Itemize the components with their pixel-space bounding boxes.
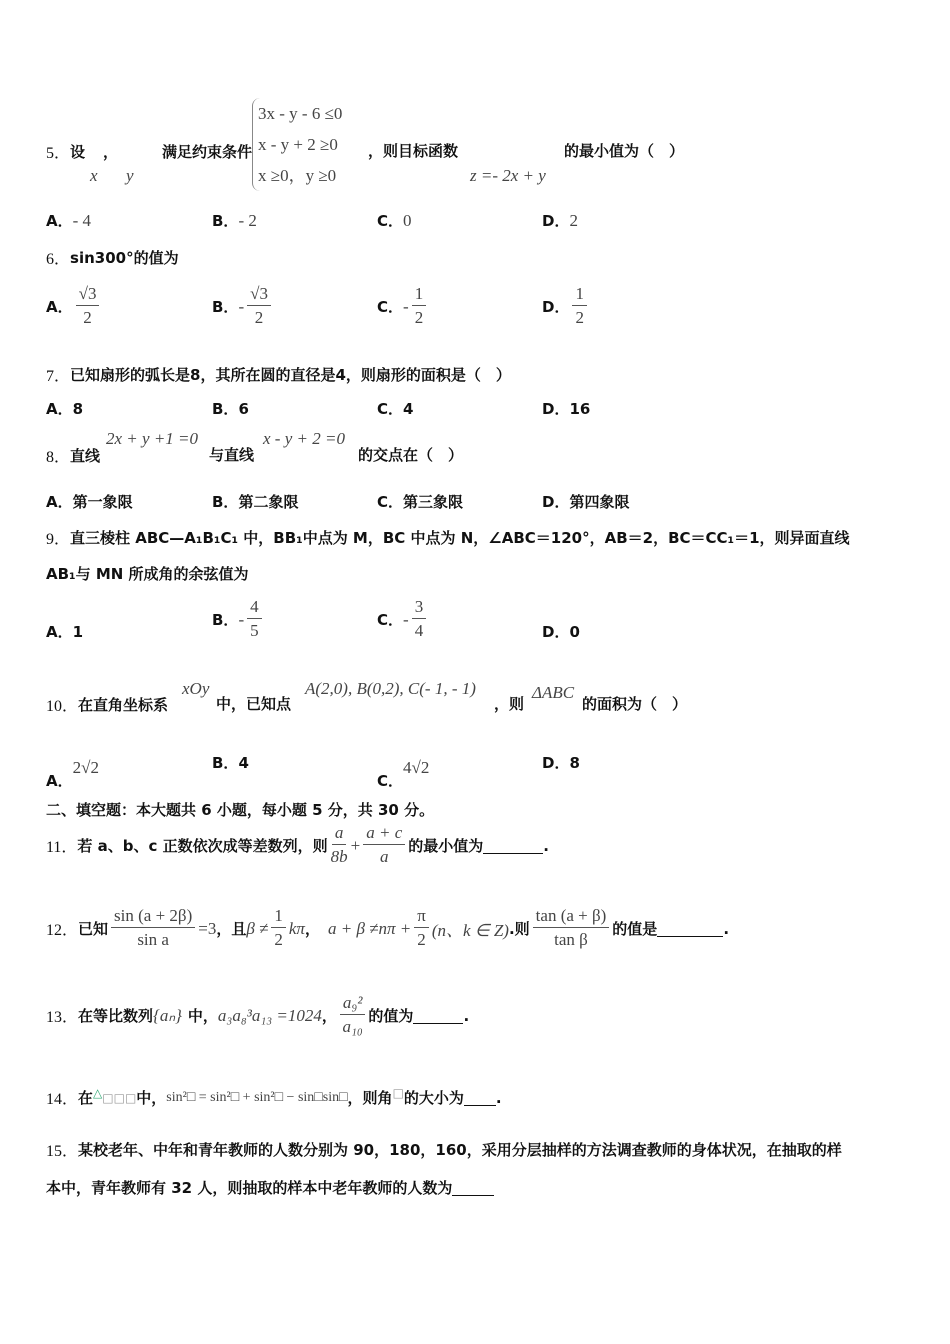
option-value: 4: [238, 753, 249, 772]
q12-text: ，且: [216, 920, 247, 938]
q7-line: [46, 363, 511, 386]
q10-number: 10．: [46, 698, 79, 715]
q13-line: [46, 992, 469, 1039]
q8-line: [46, 444, 100, 467]
answer-blank[interactable]: [452, 1179, 494, 1196]
sign: -: [238, 609, 245, 629]
q15-line2: [46, 1177, 494, 1198]
denominator: 2: [254, 308, 264, 327]
option-value: - 2: [238, 210, 257, 230]
option-value: 第三象限: [403, 493, 464, 511]
option-label: D．: [542, 623, 570, 641]
math: kπ: [288, 918, 305, 938]
q5-option-d: [542, 210, 578, 231]
q9-number: 9．: [46, 531, 71, 548]
option-value: 0: [569, 622, 580, 641]
q8-option-c: [377, 491, 463, 512]
q6-option-c: [377, 283, 429, 330]
option-label: A．: [46, 212, 73, 230]
answer-blank[interactable]: [657, 920, 723, 937]
q8-text: 与直线: [209, 446, 255, 464]
q10-option-a: [46, 744, 99, 791]
q12-text: .则: [508, 920, 530, 938]
numerator: a + c: [363, 822, 405, 845]
option-value: 4√2: [403, 757, 430, 777]
option-label: C．: [377, 400, 404, 418]
period: .: [463, 1006, 470, 1025]
denominator: 2: [575, 308, 584, 327]
denominator: 8b: [330, 847, 348, 866]
option-label: A．: [46, 493, 73, 511]
denominator: 2: [417, 930, 426, 949]
q14-number: 14．: [46, 1091, 79, 1108]
denominator: 4: [414, 621, 424, 640]
sign: -: [403, 296, 409, 316]
denominator: a: [379, 847, 389, 866]
q5-option-b: [212, 210, 257, 231]
q12-text: 的值是: [612, 920, 658, 938]
q8-text: 直线: [70, 447, 101, 465]
q10-points: A(2,0), B(0,2), C(- 1, - 1): [305, 679, 476, 698]
q11-text: 的最小值为: [408, 837, 484, 855]
missing-glyphs: □□□: [102, 1090, 137, 1105]
option-value: 1: [72, 622, 84, 641]
q5-number: 5．: [46, 145, 71, 162]
period: .: [723, 919, 730, 938]
q5-text: 满足约束条件: [162, 143, 253, 161]
q13-number: 13．: [46, 1009, 79, 1026]
q9-line1: [46, 526, 850, 549]
q7-option-a: [46, 398, 83, 419]
q8-option-d: [542, 491, 629, 512]
q5-text: 的最小值为（ ）: [564, 142, 685, 160]
denominator: 2: [274, 930, 283, 949]
q9-text: AB₁与 MN 所成角的余弦值为: [46, 565, 249, 583]
q10-triangle: ΔABC: [532, 683, 575, 702]
q8-option-a: [46, 491, 133, 512]
option-label: C．: [377, 611, 404, 629]
q6-option-b: [212, 283, 274, 330]
answer-blank[interactable]: [483, 837, 543, 854]
q9-line2: [46, 563, 249, 584]
q15-text: 某校老年、中年和青年教师的人数分别为 90，180，160，采用分层抽样的方法调查教师的身体状况，在抽取的样: [78, 1141, 842, 1159]
q11-number: 11．: [46, 839, 78, 856]
fraction: [340, 992, 366, 1039]
q5-text: ，: [103, 143, 119, 161]
q13-text: ，: [321, 1007, 337, 1025]
q9-option-c: [377, 596, 429, 643]
q12-text: ，: [304, 920, 320, 938]
q5-constraint-system: [252, 98, 342, 191]
option-label: B．: [212, 754, 239, 772]
fraction: [76, 283, 100, 330]
numerator: tan (a + β): [533, 905, 610, 928]
math: (n、k ∈ Z): [431, 921, 509, 940]
option-label: B．: [212, 611, 239, 629]
condition: sin²□ = sin²□ + sin²□ − sin□sin□: [166, 1089, 348, 1105]
option-label: B．: [212, 493, 239, 511]
q15-text: 本中，青年教师有 32 人，则抽取的样本中老年教师的人数为: [46, 1179, 453, 1197]
plus-sign: +: [350, 835, 361, 855]
numerator: 1: [572, 283, 587, 306]
option-label: A．: [46, 623, 73, 641]
q10-text: 在直角坐标系: [78, 696, 169, 714]
sign: -: [238, 296, 245, 316]
option-value: 16: [569, 399, 591, 418]
option-value: 第二象限: [238, 493, 299, 511]
option-value: 第四象限: [569, 493, 630, 511]
fraction: [572, 283, 587, 330]
fraction: [247, 596, 262, 643]
q5-var-x: x: [90, 166, 98, 185]
option-label: B．: [212, 400, 239, 418]
constraint: x ≥0，y ≥0: [258, 166, 337, 185]
numerator: 4: [247, 596, 262, 619]
q7-number: 7．: [46, 368, 71, 385]
denominator: a₁₀: [342, 1017, 363, 1036]
numerator: 1: [412, 283, 427, 306]
option-label: A．: [46, 772, 73, 790]
q14-line: [46, 1086, 502, 1109]
option-label: D．: [542, 493, 570, 511]
condition: a₃a₈³a₁₃ =1024: [217, 1005, 322, 1025]
q10-option-d: [542, 752, 580, 773]
q14-text: 的大小为: [403, 1089, 464, 1107]
option-value: 4: [403, 399, 414, 418]
q9-option-a: [46, 621, 83, 642]
option-value: 第一象限: [72, 493, 133, 511]
q10-text: ，则: [494, 695, 525, 713]
option-label: A．: [46, 400, 73, 418]
fraction: [363, 822, 405, 869]
q9-option-b: [212, 596, 265, 643]
q5-text: 设: [70, 143, 86, 161]
option-label: D．: [542, 212, 570, 230]
q10-line: [46, 693, 168, 716]
option-value: - 4: [72, 210, 92, 230]
q6-option-a: [46, 283, 102, 330]
option-value: 8: [569, 753, 580, 772]
numerator: 1: [271, 905, 286, 928]
q12-number: 12．: [46, 922, 79, 939]
option-label: D．: [542, 298, 570, 316]
denominator: 2: [414, 308, 424, 327]
denominator: sin a: [137, 930, 169, 949]
q7-option-c: [377, 398, 413, 419]
fraction: [412, 283, 427, 330]
q11-text: 若 a、b、c 正数依次成等差数列，则: [77, 837, 328, 855]
q5-var-y: y: [126, 166, 134, 185]
q5-option-c: [377, 210, 412, 231]
option-label: C．: [377, 772, 404, 790]
fraction: [331, 822, 348, 869]
q8-text: 的交点在（ ）: [358, 446, 464, 464]
q9-option-d: [542, 621, 580, 642]
q10-coord-system: xOy: [182, 679, 210, 698]
q8-line1-equation: 2x + y +1 =0: [106, 429, 199, 448]
option-value: 2√2: [72, 757, 99, 777]
denominator: 5: [250, 621, 259, 640]
q13-text: 在等比数列: [78, 1007, 154, 1025]
q13-text: 的值为: [368, 1007, 414, 1025]
q12-line: [46, 905, 729, 952]
fraction: [414, 905, 429, 952]
period: .: [495, 1088, 502, 1107]
option-value: 8: [72, 399, 84, 418]
option-value: 0: [403, 210, 412, 230]
math: a + β ≠nπ +: [327, 918, 412, 938]
q12-text: 已知: [78, 920, 109, 938]
q10-text: 中，已知点: [216, 695, 292, 713]
q10-text: 的面积为（ ）: [582, 695, 688, 713]
numerator: π: [414, 905, 429, 928]
q6-line: [46, 246, 179, 269]
q8-option-b: [212, 491, 298, 512]
option-label: C．: [377, 298, 404, 316]
option-value: 2: [569, 210, 578, 230]
option-label: B．: [212, 298, 239, 316]
denominator: tan β: [554, 930, 588, 949]
fraction: [533, 905, 610, 952]
option-label: D．: [542, 400, 570, 418]
q6-option-d: [542, 283, 590, 330]
period: .: [543, 836, 549, 855]
q5-objective: z =- 2x + y: [470, 166, 546, 185]
numerator: a: [332, 822, 347, 845]
option-label: B．: [212, 212, 239, 230]
missing-glyph: □: [392, 1086, 404, 1100]
fraction: [412, 596, 427, 643]
section-title: 二、填空题：本大题共 6 小题，每小题 5 分，共 30 分。: [46, 801, 435, 819]
q6-text: sin300°的值为: [70, 249, 179, 267]
numerator: a₉²: [340, 992, 366, 1015]
q14-text: 在: [78, 1089, 94, 1107]
constraint: x - y + 2 ≥0: [258, 135, 338, 154]
q6-number: 6．: [46, 251, 71, 268]
q7-option-d: [542, 398, 590, 419]
q14-text: 中，: [136, 1089, 167, 1107]
numerator: sin (a + 2β): [111, 905, 195, 928]
sign: -: [403, 609, 409, 629]
q5-option-a: [46, 210, 91, 231]
q8-number: 8．: [46, 449, 71, 466]
option-label: C．: [377, 212, 404, 230]
q7-option-b: [212, 398, 249, 419]
math: β ≠: [246, 918, 269, 938]
section-heading: [46, 799, 434, 820]
sequence: {aₙ}: [153, 1005, 182, 1025]
answer-blank[interactable]: [464, 1089, 496, 1106]
q10-option-c: [377, 744, 429, 791]
numerator: 3: [412, 596, 427, 619]
option-value: 6: [238, 399, 249, 418]
q9-text: 直三棱柱 ABC—A₁B₁C₁ 中，BB₁中点为 M，BC 中点为 N，∠ABC＝120°，AB＝2，BC＝CC₁＝1，则异面直线: [70, 529, 850, 547]
q7-text: 已知扇形的弧长是8，其所在圆的直径是4，则扇形的面积是（ ）: [70, 366, 511, 384]
fraction: [111, 905, 195, 952]
q10-option-b: [212, 752, 249, 773]
fraction: [271, 905, 286, 952]
q14-text: ，则角: [347, 1089, 393, 1107]
answer-blank[interactable]: [413, 1007, 463, 1024]
q5-line: [46, 140, 252, 163]
q5-text: ，则目标函数: [368, 142, 459, 160]
fraction: [247, 283, 271, 330]
q11-line: [46, 822, 549, 869]
option-label: D．: [542, 754, 570, 772]
constraint: 3x - y - 6 ≤0: [258, 104, 343, 123]
equals: =3: [198, 918, 217, 938]
numerator: √3: [247, 283, 271, 306]
numerator: √3: [76, 283, 100, 306]
option-label: C．: [377, 493, 404, 511]
option-label: A．: [46, 298, 73, 316]
triangle-symbol: △: [93, 1086, 103, 1100]
q8-line2-equation: x - y + 2 =0: [263, 429, 345, 448]
denominator: 2: [83, 308, 92, 327]
q15-line1: [46, 1138, 842, 1161]
q15-number: 15．: [46, 1143, 79, 1160]
q13-text: 中，: [187, 1007, 218, 1025]
